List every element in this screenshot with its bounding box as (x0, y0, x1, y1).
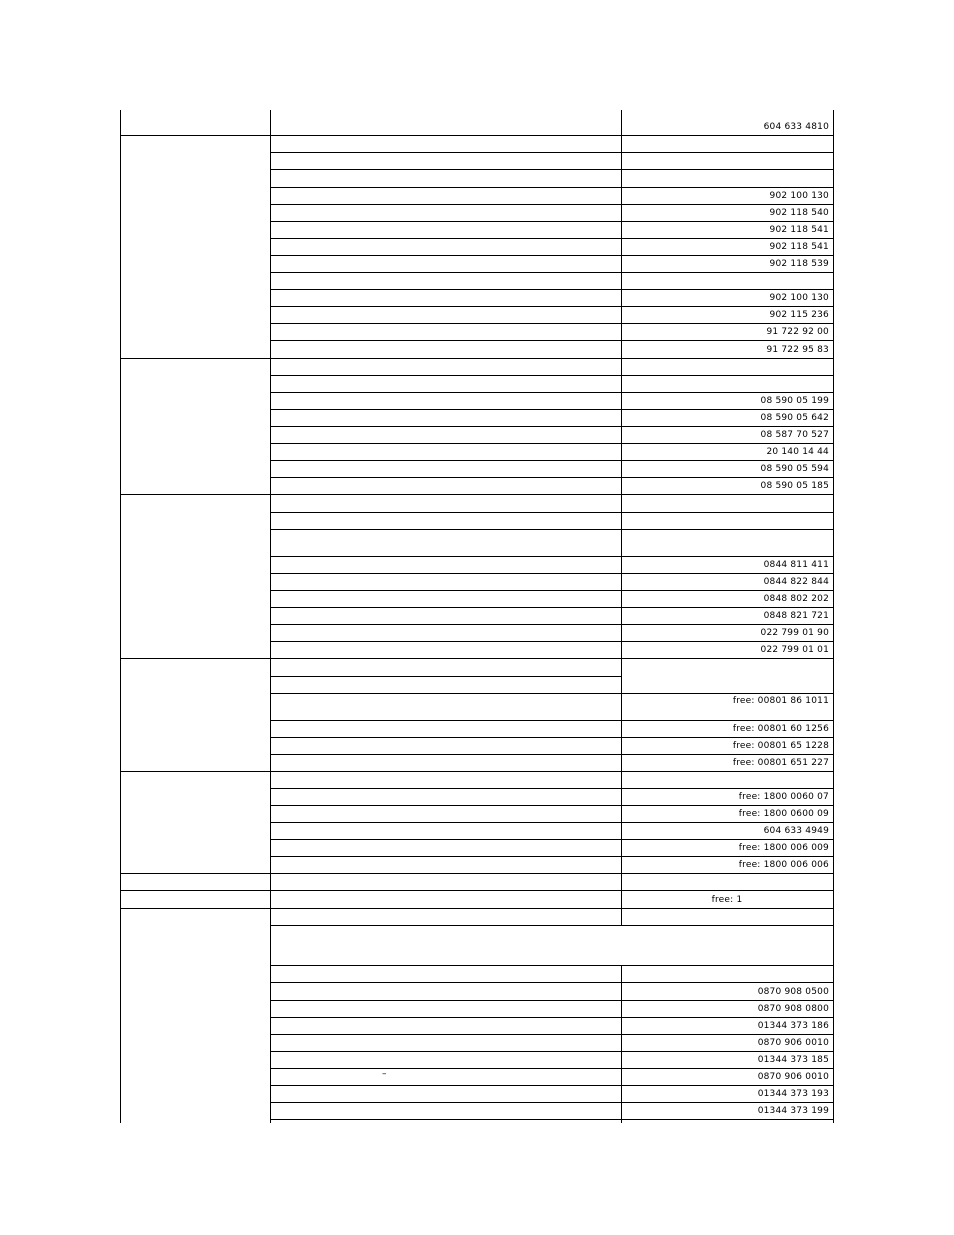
row-rule (270, 771, 833, 772)
group-rule (120, 908, 270, 909)
row-rule (270, 272, 833, 273)
row-rule (270, 1051, 833, 1052)
row-rule (270, 805, 833, 806)
row-rule (270, 426, 833, 427)
row-rule (270, 204, 833, 205)
row-rule (270, 982, 833, 983)
phone-number: 08 590 05 185 (760, 481, 829, 491)
phone-number: 0848 821 721 (763, 611, 829, 621)
phone-number: free: 00801 86 1011 (732, 696, 829, 706)
row-rule (270, 590, 833, 591)
row-rule (270, 477, 833, 478)
phone-number: 01344 373 186 (757, 1021, 829, 1031)
dash-mark: – (382, 1069, 387, 1079)
phone-number: 902 115 236 (769, 310, 829, 320)
row-rule (270, 340, 833, 341)
row-rule (270, 169, 833, 170)
phone-number: free: 00801 65 1228 (732, 741, 829, 751)
phone-number: 902 118 539 (769, 259, 829, 269)
column-rule-2 (270, 110, 271, 1123)
phone-number: 0870 908 0800 (757, 1004, 829, 1014)
phone-number: 0844 811 411 (763, 560, 829, 570)
row-rule (270, 306, 833, 307)
phone-number: 08 590 05 642 (760, 413, 829, 423)
row-rule (270, 323, 833, 324)
row-rule (270, 754, 833, 755)
column-rule-right (833, 110, 834, 1123)
phone-number: free: 1800 0060 07 (738, 792, 829, 802)
phone-number: 0844 822 844 (763, 577, 829, 587)
row-rule (270, 890, 833, 891)
row-rule (270, 925, 833, 926)
row-rule (270, 221, 833, 222)
row-rule (270, 187, 833, 188)
group-rule (120, 494, 270, 495)
row-rule (270, 238, 833, 239)
row-rule (270, 1119, 833, 1120)
row-rule (270, 856, 833, 857)
phone-number: 01344 373 185 (757, 1055, 829, 1065)
phone-number: 0870 906 0010 (757, 1038, 829, 1048)
phone-number: 20 140 14 44 (766, 447, 829, 457)
phone-number: 022 799 01 90 (760, 628, 829, 638)
group-rule (120, 658, 270, 659)
phone-number: 902 100 130 (769, 293, 829, 303)
row-rule (270, 255, 833, 256)
phone-number: 01344 373 193 (757, 1089, 829, 1099)
row-rule (270, 358, 833, 359)
group-rule (120, 358, 270, 359)
row-rule (270, 873, 833, 874)
row-rule (270, 822, 833, 823)
group-rule (120, 135, 270, 136)
row-rule (270, 720, 833, 721)
row-rule (270, 839, 833, 840)
phone-number: 604 633 4810 (763, 122, 829, 132)
phone-number: 08 590 05 199 (760, 396, 829, 406)
phone-number: 0870 906 0010 (757, 1072, 829, 1082)
row-rule (270, 1068, 833, 1069)
row-rule (270, 512, 833, 513)
row-rule (270, 443, 833, 444)
row-rule (270, 965, 833, 966)
row-rule (270, 152, 833, 153)
phone-number: 902 118 541 (769, 242, 829, 252)
group-rule (120, 771, 270, 772)
phone-number: free: 00801 651 227 (732, 758, 829, 768)
phone-number: 0848 802 202 (763, 594, 829, 604)
row-rule (270, 494, 833, 495)
phone-number: 022 799 01 01 (760, 645, 829, 655)
row-rule (270, 409, 833, 410)
phone-number: 91 722 95 83 (766, 345, 829, 355)
row-rule (270, 460, 833, 461)
phone-number: 91 722 92 00 (766, 327, 829, 337)
row-rule (270, 624, 833, 625)
phone-number: 902 100 130 (769, 191, 829, 201)
phone-number: 08 587 70 527 (760, 430, 829, 440)
row-rule (270, 135, 833, 136)
row-rule (270, 1000, 833, 1001)
row-rule (270, 737, 833, 738)
row-rule (270, 607, 833, 608)
row-rule (270, 573, 833, 574)
row-rule (270, 676, 621, 677)
phone-number: free: 00801 60 1256 (732, 724, 829, 734)
phone-number: 604 633 4949 (763, 826, 829, 836)
row-rule (270, 1085, 833, 1086)
row-rule (270, 529, 833, 530)
phone-number: 902 118 541 (769, 225, 829, 235)
row-rule (270, 392, 833, 393)
phone-number: 08 590 05 594 (760, 464, 829, 474)
row-rule (270, 556, 833, 557)
row-rule (270, 641, 833, 642)
phone-number: free: 1800 0600 09 (738, 809, 829, 819)
phone-number: free: 1800 006 009 (738, 843, 829, 853)
row-rule (270, 908, 833, 909)
row-rule (270, 1102, 833, 1103)
group-rule (120, 890, 270, 891)
row-rule (270, 375, 833, 376)
row-rule (270, 289, 833, 290)
phone-number: free: 1800 006 006 (738, 860, 829, 870)
phone-number: free: 1 (711, 895, 743, 905)
row-rule (270, 1017, 833, 1018)
column-rule-left (120, 110, 121, 1123)
row-rule (270, 658, 833, 659)
phone-number: 0870 908 0500 (757, 987, 829, 997)
phone-number: 902 118 540 (769, 208, 829, 218)
group-rule (120, 873, 270, 874)
row-rule (270, 1034, 833, 1035)
row-rule (270, 788, 833, 789)
row-rule (270, 693, 833, 694)
phone-number: 01344 373 199 (757, 1106, 829, 1116)
